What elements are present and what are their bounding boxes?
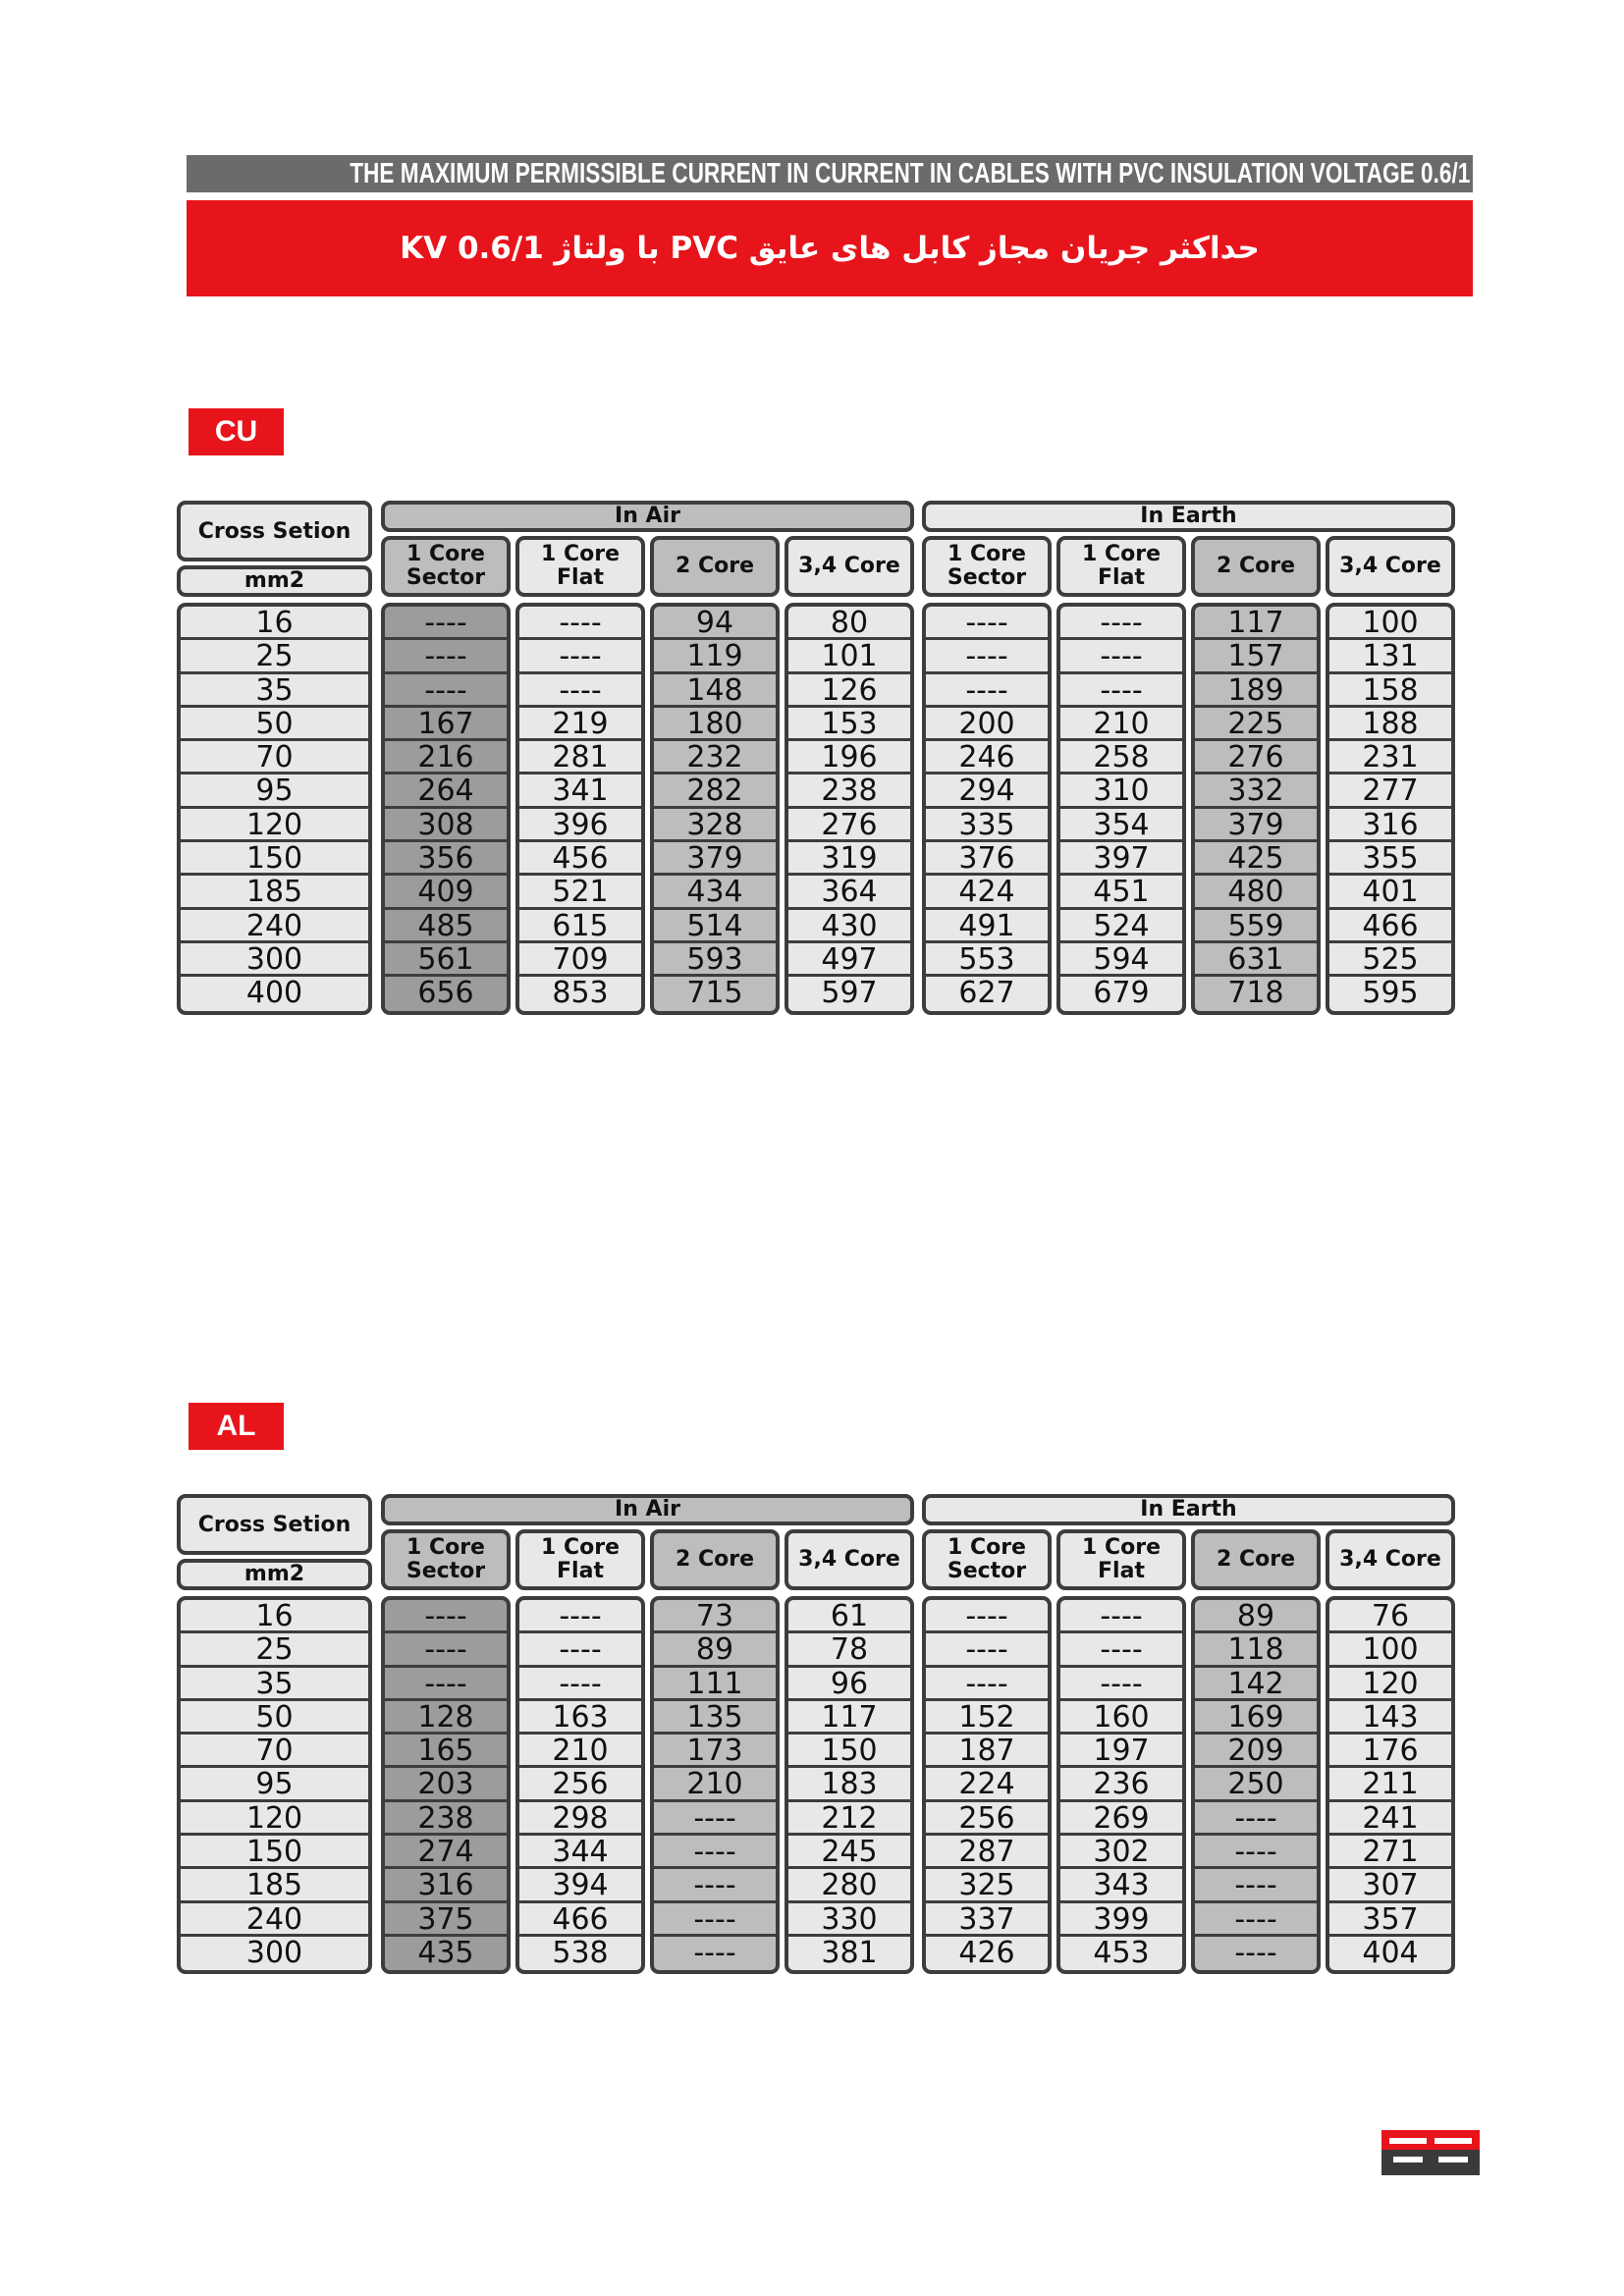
current-value: ---- (1195, 1869, 1317, 1902)
current-value: 236 (1060, 1768, 1182, 1801)
current-value: 853 (552, 976, 609, 1011)
column-header (1191, 1529, 1321, 1590)
current-value: 316 (385, 1869, 507, 1902)
cross-section-value: 150 (181, 842, 368, 876)
current-value: 627 (958, 976, 1015, 1011)
cross-section-value: 185 (181, 1869, 368, 1902)
data-column (650, 603, 780, 1015)
current-value: 375 (385, 1903, 507, 1937)
cross-section-value: 95 (181, 1768, 368, 1801)
data-column (785, 1596, 914, 1974)
current-value: 100 (1329, 607, 1451, 640)
current-value: 593 (654, 943, 776, 977)
current-value: 394 (519, 1869, 641, 1902)
cross-section-value: 35 (181, 674, 368, 708)
data-column (515, 603, 645, 1015)
data-column (1191, 603, 1321, 1015)
data-column (922, 1596, 1052, 1974)
current-value: 497 (788, 943, 910, 977)
current-value: 480 (1195, 876, 1317, 909)
current-value: ---- (1195, 1802, 1317, 1836)
current-value: 256 (519, 1768, 641, 1801)
current-value: 430 (788, 910, 910, 943)
cross-section-column (177, 603, 372, 1015)
data-column (1056, 603, 1186, 1015)
current-value: 376 (926, 842, 1048, 876)
current-value: 597 (821, 976, 878, 1011)
current-value: ---- (926, 674, 1048, 708)
column-header-label: 1 Core Flat (541, 1535, 620, 1583)
current-value: 451 (1060, 876, 1182, 909)
current-value: 453 (1093, 1935, 1150, 1970)
data-column (1326, 1596, 1455, 1974)
current-value: 397 (1060, 842, 1182, 876)
current-value: 656 (417, 976, 474, 1011)
current-value: 143 (1329, 1701, 1451, 1735)
current-value: 396 (519, 809, 641, 842)
current-value: 679 (1093, 976, 1150, 1011)
current-value: 521 (519, 876, 641, 909)
current-value: 169 (1195, 1701, 1317, 1735)
current-value: 426 (958, 1935, 1015, 1970)
current-value: 561 (385, 943, 507, 977)
column-header-label: 3,4 Core (798, 1547, 900, 1572)
current-value: ---- (519, 640, 641, 673)
current-value: 148 (654, 674, 776, 708)
current-value: 330 (788, 1903, 910, 1937)
current-value: 163 (519, 1701, 641, 1735)
current-value: 294 (926, 774, 1048, 808)
current-value: 73 (654, 1600, 776, 1633)
data-column (381, 603, 511, 1015)
cross-section-value: 25 (181, 640, 368, 673)
current-value: 434 (654, 876, 776, 909)
current-value: 150 (788, 1735, 910, 1768)
current-value: ---- (926, 640, 1048, 673)
current-value: ---- (1060, 640, 1182, 673)
title-bar-english (187, 155, 1508, 192)
current-value: 245 (788, 1836, 910, 1869)
current-value: ---- (1234, 1935, 1277, 1970)
current-value: 119 (654, 640, 776, 673)
current-value: 210 (1060, 708, 1182, 741)
current-value: 238 (788, 774, 910, 808)
column-header (1326, 536, 1455, 597)
company-logo-icon (1381, 2130, 1480, 2175)
unit-header: mm2 (177, 565, 372, 597)
current-value: 364 (788, 876, 910, 909)
current-value: 356 (385, 842, 507, 876)
current-value: ---- (926, 1668, 1048, 1701)
current-value: 274 (385, 1836, 507, 1869)
cross-section-value: 150 (181, 1836, 368, 1869)
cross-section-value: 240 (181, 1903, 368, 1937)
current-value: 76 (1329, 1600, 1451, 1633)
cross-section-value: 16 (181, 1600, 368, 1633)
cross-section-value: 240 (181, 910, 368, 943)
column-header-label: 2 Core (1217, 1547, 1295, 1572)
column-header (922, 536, 1052, 597)
current-value: ---- (693, 1935, 736, 1970)
column-header-label: 1 Core Sector (406, 542, 486, 590)
current-value: 269 (1060, 1802, 1182, 1836)
cross-section-value: 25 (181, 1633, 368, 1667)
current-value: 158 (1329, 674, 1451, 708)
current-value: 231 (1329, 741, 1451, 774)
cu-tag: CU (189, 408, 284, 455)
current-value: 117 (788, 1701, 910, 1735)
column-header-label: 1 Core Sector (947, 1535, 1027, 1583)
current-value: 337 (926, 1903, 1048, 1937)
current-value: ---- (519, 1668, 641, 1701)
current-value: 196 (788, 741, 910, 774)
current-value: 298 (519, 1802, 641, 1836)
current-value: 157 (1195, 640, 1317, 673)
current-value: 287 (926, 1836, 1048, 1869)
cross-section-column (177, 1596, 372, 1974)
title-persian: حداکثر جریان مجاز کابل های عایق PVC با ولتاژ 0.6/1 KV (400, 231, 1260, 266)
current-value: 165 (385, 1735, 507, 1768)
cross-section-value: 70 (181, 741, 368, 774)
current-value: 96 (788, 1668, 910, 1701)
current-value: 332 (1195, 774, 1317, 808)
current-value: ---- (519, 674, 641, 708)
current-value: ---- (385, 1633, 507, 1667)
current-value: 424 (926, 876, 1048, 909)
column-header (1056, 536, 1186, 597)
cross-section-header: Cross Setion (177, 1494, 372, 1555)
current-value: 718 (1227, 976, 1284, 1011)
current-value: 485 (385, 910, 507, 943)
current-value: ---- (654, 1903, 776, 1937)
column-header (1056, 1529, 1186, 1590)
column-header (1191, 536, 1321, 597)
current-value: 276 (1195, 741, 1317, 774)
current-value: ---- (519, 607, 641, 640)
current-value: 61 (788, 1600, 910, 1633)
current-value: 188 (1329, 708, 1451, 741)
current-value: 89 (654, 1633, 776, 1667)
current-value: 212 (788, 1802, 910, 1836)
data-column (1326, 603, 1455, 1015)
current-value: 210 (654, 1768, 776, 1801)
current-value: 594 (1060, 943, 1182, 977)
current-value: 325 (926, 1869, 1048, 1902)
cross-section-value: 50 (181, 1701, 368, 1735)
current-value: ---- (385, 1668, 507, 1701)
current-value: 344 (519, 1836, 641, 1869)
current-value: 117 (1195, 607, 1317, 640)
current-value: 491 (926, 910, 1048, 943)
in-earth-header: In Earth (922, 1494, 1455, 1525)
current-value: 126 (788, 674, 910, 708)
current-value: 435 (417, 1935, 474, 1970)
cross-section-value: 70 (181, 1735, 368, 1768)
data-column (381, 1596, 511, 1974)
column-header (785, 1529, 914, 1590)
current-value: 404 (1362, 1935, 1419, 1970)
cross-section-value: 120 (181, 1802, 368, 1836)
cross-section-value: 300 (245, 1935, 303, 1970)
current-value: 197 (1060, 1735, 1182, 1768)
data-column (650, 1596, 780, 1974)
current-value: ---- (1060, 1668, 1182, 1701)
current-value: ---- (519, 1633, 641, 1667)
column-header (785, 536, 914, 597)
current-value: 553 (926, 943, 1048, 977)
column-header-label: 3,4 Core (1339, 1547, 1441, 1572)
cross-section-value: 400 (245, 976, 303, 1011)
current-value: ---- (1195, 1836, 1317, 1869)
current-value: 142 (1195, 1668, 1317, 1701)
current-value: 111 (654, 1668, 776, 1701)
current-value: 328 (654, 809, 776, 842)
current-value: ---- (926, 607, 1048, 640)
current-value: 538 (552, 1935, 609, 1970)
column-header-label: 3,4 Core (798, 554, 900, 578)
current-value: 264 (385, 774, 507, 808)
current-value: 152 (926, 1701, 1048, 1735)
current-value: 80 (788, 607, 910, 640)
current-value: 183 (788, 1768, 910, 1801)
in-earth-header: In Earth (922, 501, 1455, 532)
current-value: 180 (654, 708, 776, 741)
unit-header: mm2 (177, 1559, 372, 1590)
current-value: 135 (654, 1701, 776, 1735)
current-value: 319 (788, 842, 910, 876)
cross-section-value: 120 (181, 809, 368, 842)
column-header (922, 1529, 1052, 1590)
current-value: ---- (1060, 1600, 1182, 1633)
al-tag: AL (189, 1403, 284, 1450)
current-value: 355 (1329, 842, 1451, 876)
current-value: ---- (1060, 1633, 1182, 1667)
current-value: ---- (519, 1600, 641, 1633)
cross-section-header: Cross Setion (177, 501, 372, 561)
current-value: 203 (385, 1768, 507, 1801)
current-value: 210 (519, 1735, 641, 1768)
current-value: 709 (519, 943, 641, 977)
current-value: 595 (1362, 976, 1419, 1011)
current-value: 241 (1329, 1802, 1451, 1836)
current-value: 118 (1195, 1633, 1317, 1667)
cross-section-value: 16 (181, 607, 368, 640)
current-value: 559 (1195, 910, 1317, 943)
current-value: 354 (1060, 809, 1182, 842)
data-column (1056, 1596, 1186, 1974)
current-value: 225 (1195, 708, 1317, 741)
cross-section-value: 95 (181, 774, 368, 808)
column-header-label: 1 Core Sector (947, 542, 1027, 590)
current-value: ---- (926, 1600, 1048, 1633)
current-value: 335 (926, 809, 1048, 842)
cross-section-value: 185 (181, 876, 368, 909)
column-header (650, 536, 780, 597)
current-value: 631 (1195, 943, 1317, 977)
current-value: 310 (1060, 774, 1182, 808)
cross-section-value: 50 (181, 708, 368, 741)
current-value: 209 (1195, 1735, 1317, 1768)
column-header-label: 1 Core Sector (406, 1535, 486, 1583)
current-value: ---- (654, 1836, 776, 1869)
current-value: 246 (926, 741, 1048, 774)
column-header (1326, 1529, 1455, 1590)
cross-section-value: 300 (181, 943, 368, 977)
current-value: ---- (1060, 607, 1182, 640)
current-value: 211 (1329, 1768, 1451, 1801)
current-value: 277 (1329, 774, 1451, 808)
current-value: 173 (654, 1735, 776, 1768)
column-header-label: 2 Core (1217, 554, 1295, 578)
column-header (515, 1529, 645, 1590)
current-value: 281 (519, 741, 641, 774)
current-value: 176 (1329, 1735, 1451, 1768)
data-column (515, 1596, 645, 1974)
current-value: 187 (926, 1735, 1048, 1768)
current-value: ---- (385, 674, 507, 708)
current-value: ---- (385, 607, 507, 640)
in-air-header: In Air (381, 1494, 914, 1525)
column-header-label: 2 Core (676, 554, 754, 578)
column-header (381, 536, 511, 597)
current-value: 341 (519, 774, 641, 808)
current-value: ---- (654, 1802, 776, 1836)
current-value: 160 (1060, 1701, 1182, 1735)
current-value: ---- (1195, 1903, 1317, 1937)
current-value: 715 (686, 976, 743, 1011)
current-value: 425 (1195, 842, 1317, 876)
column-header-label: 1 Core Flat (1082, 1535, 1161, 1583)
current-value: 466 (1329, 910, 1451, 943)
column-header-label: 3,4 Core (1339, 554, 1441, 578)
current-value: ---- (385, 640, 507, 673)
current-value: ---- (654, 1869, 776, 1902)
current-value: 525 (1329, 943, 1451, 977)
current-value: 238 (385, 1802, 507, 1836)
current-value: 524 (1060, 910, 1182, 943)
current-value: 128 (385, 1701, 507, 1735)
current-value: 100 (1329, 1633, 1451, 1667)
column-header-label: 1 Core Flat (1082, 542, 1161, 590)
current-value: ---- (926, 1633, 1048, 1667)
current-value: 258 (1060, 741, 1182, 774)
current-value: 219 (519, 708, 641, 741)
current-value: 379 (654, 842, 776, 876)
current-value: 189 (1195, 674, 1317, 708)
in-air-header: In Air (381, 501, 914, 532)
current-value: 250 (1195, 1768, 1317, 1801)
current-value: 357 (1329, 1903, 1451, 1937)
data-column (1191, 1596, 1321, 1974)
current-value: ---- (1060, 674, 1182, 708)
current-value: 89 (1195, 1600, 1317, 1633)
current-value: 466 (519, 1903, 641, 1937)
current-value: 78 (788, 1633, 910, 1667)
column-header (381, 1529, 511, 1590)
current-value: 276 (788, 809, 910, 842)
current-value: 401 (1329, 876, 1451, 909)
current-value: 381 (821, 1935, 878, 1970)
current-value: 316 (1329, 809, 1451, 842)
current-value: 167 (385, 708, 507, 741)
current-value: 271 (1329, 1836, 1451, 1869)
current-value: 120 (1329, 1668, 1451, 1701)
title-bar-persian (187, 200, 1473, 296)
column-header-label: 1 Core Flat (541, 542, 620, 590)
column-header (515, 536, 645, 597)
column-header-label: 2 Core (676, 1547, 754, 1572)
current-value: 216 (385, 741, 507, 774)
current-value: 514 (654, 910, 776, 943)
data-column (785, 603, 914, 1015)
current-value: 256 (926, 1802, 1048, 1836)
current-value: 399 (1060, 1903, 1182, 1937)
current-value: 307 (1329, 1869, 1451, 1902)
current-value: 101 (788, 640, 910, 673)
title-english: THE MAXIMUM PERMISSIBLE CURRENT IN CURRENT IN CABLES WITH PVC INSULATION VOLTAGE 0.6/1 KV (350, 158, 1508, 189)
current-value: 94 (654, 607, 776, 640)
current-value: 232 (654, 741, 776, 774)
current-value: 224 (926, 1768, 1048, 1801)
current-value: 409 (385, 876, 507, 909)
current-value: 280 (788, 1869, 910, 1902)
current-value: 302 (1060, 1836, 1182, 1869)
current-value: 200 (926, 708, 1048, 741)
current-value: ---- (385, 1600, 507, 1633)
current-value: 131 (1329, 640, 1451, 673)
current-value: 282 (654, 774, 776, 808)
current-value: 308 (385, 809, 507, 842)
current-value: 379 (1195, 809, 1317, 842)
cross-section-value: 35 (181, 1668, 368, 1701)
current-value: 343 (1060, 1869, 1182, 1902)
current-value: 153 (788, 708, 910, 741)
current-value: 456 (519, 842, 641, 876)
column-header (650, 1529, 780, 1590)
data-column (922, 603, 1052, 1015)
current-value: 615 (519, 910, 641, 943)
